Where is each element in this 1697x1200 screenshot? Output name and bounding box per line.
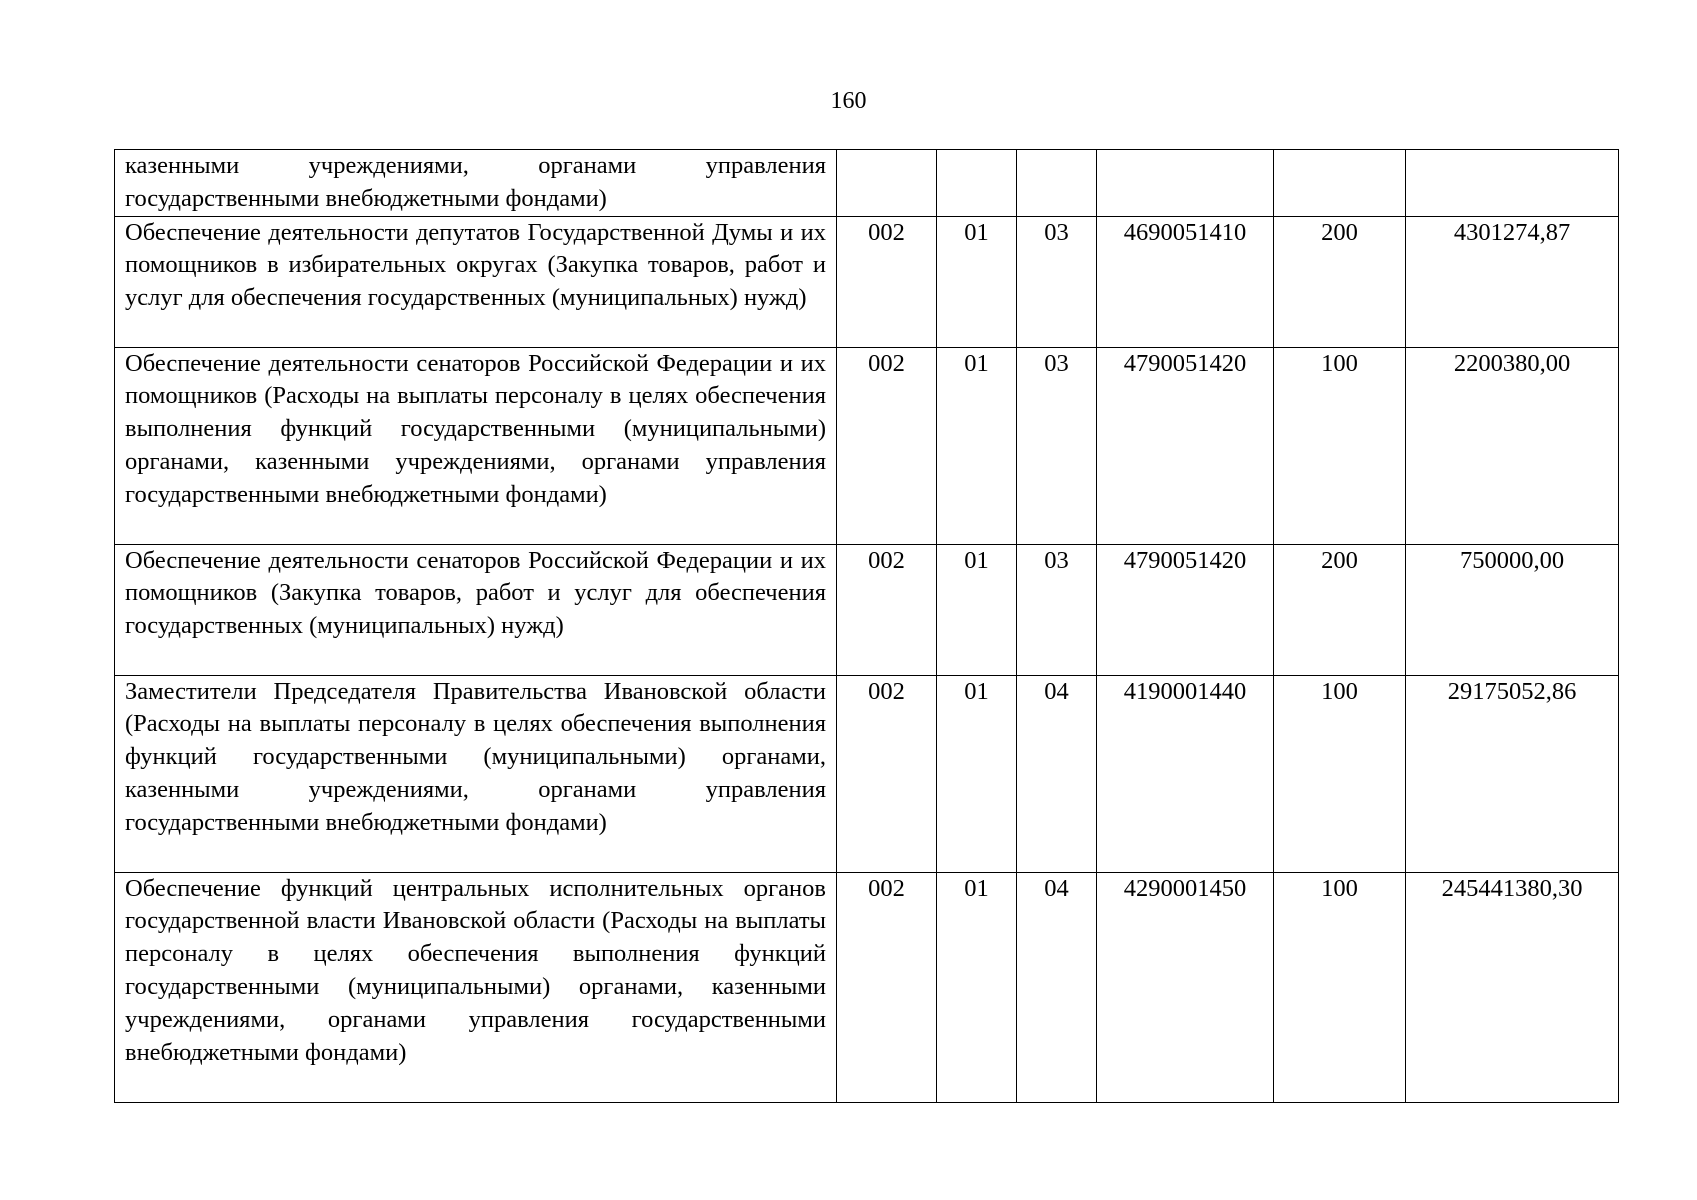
subsection-code [1017, 150, 1097, 217]
expense-type-code: 200 [1274, 216, 1406, 347]
expense-description: Заместители Председателя Правительства Ивановской области (Расходы на выплаты персоналу в целях обеспечения выполнения функций государственными (муниципальными) органами, казенными учреждениями, органами управления государственными внебюджетными фондами) [115, 675, 837, 872]
section-code: 01 [937, 216, 1017, 347]
ministry-code: 002 [837, 872, 937, 1102]
subsection-code: 04 [1017, 675, 1097, 872]
subsection-code: 03 [1017, 216, 1097, 347]
amount: 29175052,86 [1406, 675, 1619, 872]
expense-description: Обеспечение деятельности сенаторов Российской Федерации и их помощников (Расходы на выплаты персоналу в целях обеспечения выполнения функций государственными (муниципальными) органами, казенными учреждениями, органами управления государственными внебюджетными фондами) [115, 347, 837, 544]
table-row [115, 347, 1619, 544]
ministry-code: 002 [837, 675, 937, 872]
ministry-code: 002 [837, 544, 937, 675]
budget-table [114, 149, 1619, 1103]
table-row [115, 675, 1619, 872]
expense-type-code: 200 [1274, 544, 1406, 675]
expense-type-code: 100 [1274, 675, 1406, 872]
amount: 2200380,00 [1406, 347, 1619, 544]
expense-type-code: 100 [1274, 347, 1406, 544]
expense-description: Обеспечение деятельности сенаторов Российской Федерации и их помощников (Закупка товаров, работ и услуг для обеспечения государственных (муниципальных) нужд) [115, 544, 837, 675]
expense-type-code: 100 [1274, 872, 1406, 1102]
expense-description: казенными учреждениями, органами управления государственными внебюджетными фондами) [115, 150, 837, 217]
target-article-code: 4290001450 [1097, 872, 1274, 1102]
amount: 750000,00 [1406, 544, 1619, 675]
table-row [115, 872, 1619, 1102]
ministry-code: 002 [837, 347, 937, 544]
table-row [115, 544, 1619, 675]
subsection-code: 04 [1017, 872, 1097, 1102]
target-article-code: 4790051420 [1097, 544, 1274, 675]
target-article-code: 4190001440 [1097, 675, 1274, 872]
subsection-code: 03 [1017, 544, 1097, 675]
target-article-code: 4690051410 [1097, 216, 1274, 347]
ministry-code [837, 150, 937, 217]
ministry-code: 002 [837, 216, 937, 347]
amount: 245441380,30 [1406, 872, 1619, 1102]
amount: 4301274,87 [1406, 216, 1619, 347]
section-code: 01 [937, 347, 1017, 544]
section-code: 01 [937, 675, 1017, 872]
amount [1406, 150, 1619, 217]
table-row [115, 216, 1619, 347]
subsection-code: 03 [1017, 347, 1097, 544]
expense-description: Обеспечение деятельности депутатов Государственной Думы и их помощников в избирательных округах (Закупка товаров, работ и услуг для обеспечения государственных (муниципальных) нужд) [115, 216, 837, 347]
target-article-code: 4790051420 [1097, 347, 1274, 544]
table-row [115, 150, 1619, 217]
section-code [937, 150, 1017, 217]
expense-type-code [1274, 150, 1406, 217]
page-number: 160 [830, 88, 867, 114]
target-article-code [1097, 150, 1274, 217]
section-code: 01 [937, 544, 1017, 675]
expense-description: Обеспечение функций центральных исполнительных органов государственной власти Ивановской области (Расходы на выплаты персоналу в целях обеспечения выполнения функций государственными (муниципальными) органами, казенными учреждениями, органами управления государственными внебюджетными фондами) [115, 872, 837, 1102]
section-code: 01 [937, 872, 1017, 1102]
